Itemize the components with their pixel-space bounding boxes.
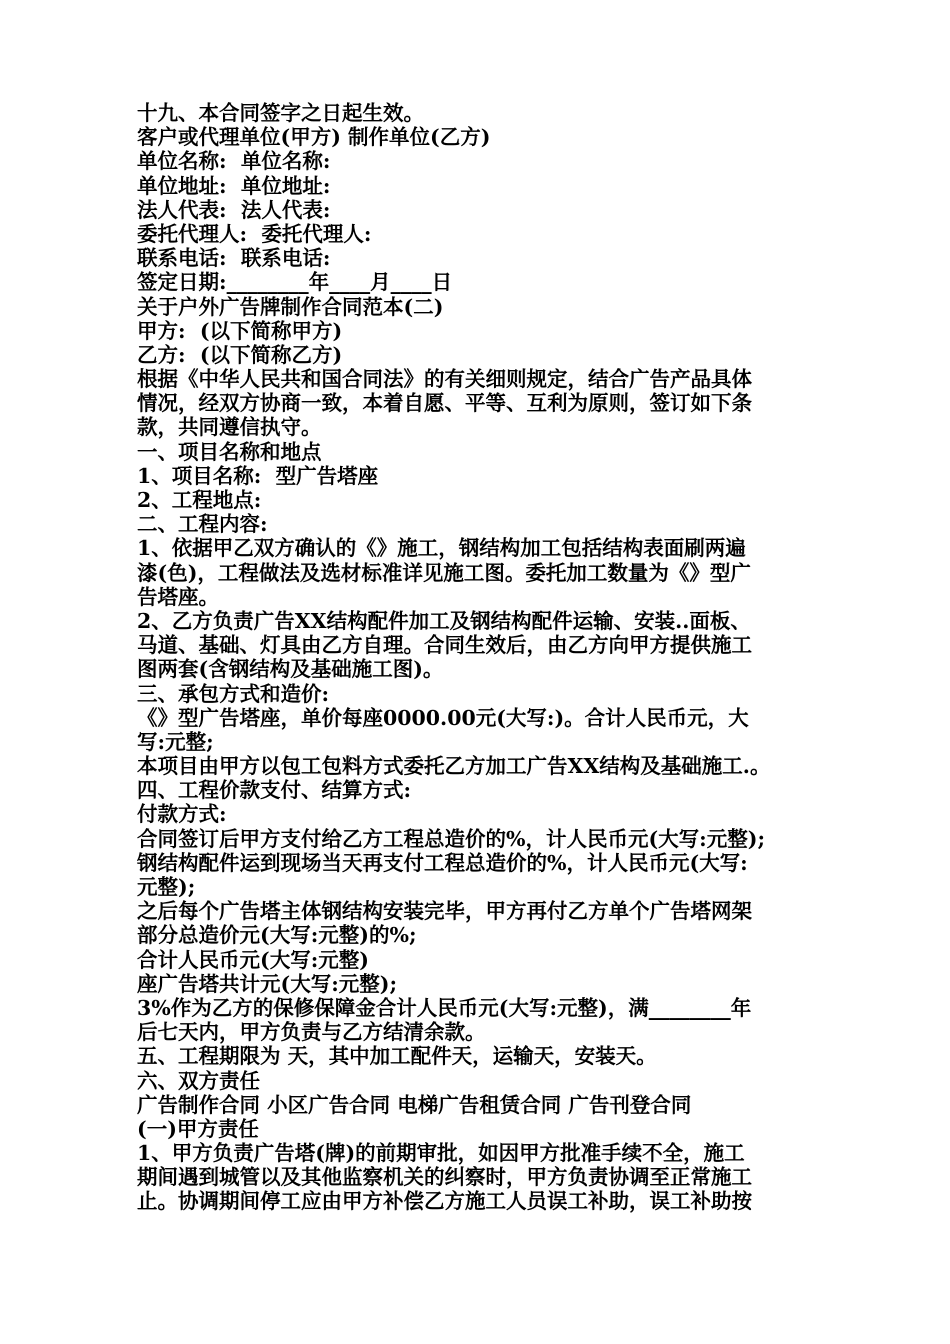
document-line: 告塔座。 [137,584,219,609]
document-line: 款，共同遵信执守。 [137,415,322,440]
document-line: 1、项目名称: 型广告塔座 [137,463,379,488]
document-line: 根据《中华人民共和国合同法》的有关细则规定，结合广告产品具体 [137,367,752,392]
document-body [137,101,827,1214]
document-line: 单位地址: 单位地址: [137,173,331,198]
document-line: 之后每个广告塔主体钢结构安装完毕，甲方再付乙方单个广告塔网架 [137,899,752,924]
document-line: 签定日期:________年____月____日 [137,270,453,295]
document-line: 客户或代理单位(甲方) 制作单位(乙方) [137,125,491,150]
document-line: 元整); [137,875,196,899]
document-line: 马道、基础、灯具由乙方自理。合同生效后，由乙方向甲方提供施工 [137,633,752,658]
document-line: 2、工程地点: [137,488,262,512]
document-line: 四、工程价款支付、结算方式: [137,778,412,803]
document-line: 写:元整; [137,729,214,754]
document-line: 钢结构配件运到现场当天再支付工程总造价的%，计人民币元(大写: [137,850,748,875]
document-line: 3%作为乙方的保修保障金合计人民币元(大写:元整)，满________年 [137,995,752,1020]
document-line: 联系电话: 联系电话: [137,246,331,271]
document-line: 《》型广告塔座，单价每座0000.00元(大写:)。合计人民币元，大 [137,705,749,730]
document-line: 1、甲方负责广告塔(牌)的前期审批，如因甲方批准手续不全，施工 [137,1141,745,1166]
document-line: 1、依据甲乙双方确认的《》施工，钢结构加工包括结构表面刷两遍 [137,536,746,561]
document-line: 部分总造价元(大写:元整)的%; [137,923,417,948]
document-line: 十九、本合同签字之日起生效。 [137,101,424,125]
document-line: 二、工程内容: [137,512,268,537]
document-line: 期间遇到城管以及其他监察机关的纠察时，甲方负责协调至正常施工 [137,1165,752,1190]
document-line: 情况，经双方协商一致，本着自愿、平等、互利为原则，签订如下条 [137,391,752,416]
document-line: 2、乙方负责广告XX结构配件加工及钢结构配件运输、安装..面板、 [137,608,751,633]
document-line: 六、双方责任 [137,1068,260,1093]
document-line: 关于户外广告牌制作合同范本(二) [137,294,444,319]
document-line: 广告制作合同 小区广告合同 电梯广告租赁合同 广告刊登合同 [137,1092,692,1117]
document-line: 委托代理人: 委托代理人: [137,221,372,246]
document-line: 后七天内，甲方负责与乙方结清余款。 [137,1020,486,1045]
document-line: 乙方: (以下简称乙方) [137,342,343,367]
document-line: 甲方: (以下简称甲方) [137,318,343,343]
document-line: 合计人民币元(大写:元整) [137,947,369,972]
document-line: 漆(色)，工程做法及选材标准详见施工图。委托加工数量为《》型广 [137,560,751,585]
document-line: 图两套(含钢结构及基础施工图)。 [137,657,444,682]
document-line: 单位名称: 单位名称: [137,149,331,174]
document-line: 座广告塔共计元(大写:元整); [137,971,398,996]
document-line: 三、承包方式和造价: [137,681,330,706]
document-line: 止。协调期间停工应由甲方补偿乙方施工人员误工补助，误工补助按 [137,1189,752,1214]
document-line: 五、工程期限为 天，其中加工配件天，运输天，安装天。 [137,1044,657,1069]
document-line: 法人代表: 法人代表: [137,197,331,222]
document-line: 本项目由甲方以包工包料方式委托乙方加工广告XX结构及基础施工.。 [137,754,771,779]
document-line: 合同签订后甲方支付给乙方工程总造价的%，计人民币元(大写:元整); [137,826,766,851]
document-line: (一)甲方责任 [137,1116,259,1141]
document-line: 一、项目名称和地点 [137,439,322,464]
document-line: 付款方式: [137,802,227,827]
